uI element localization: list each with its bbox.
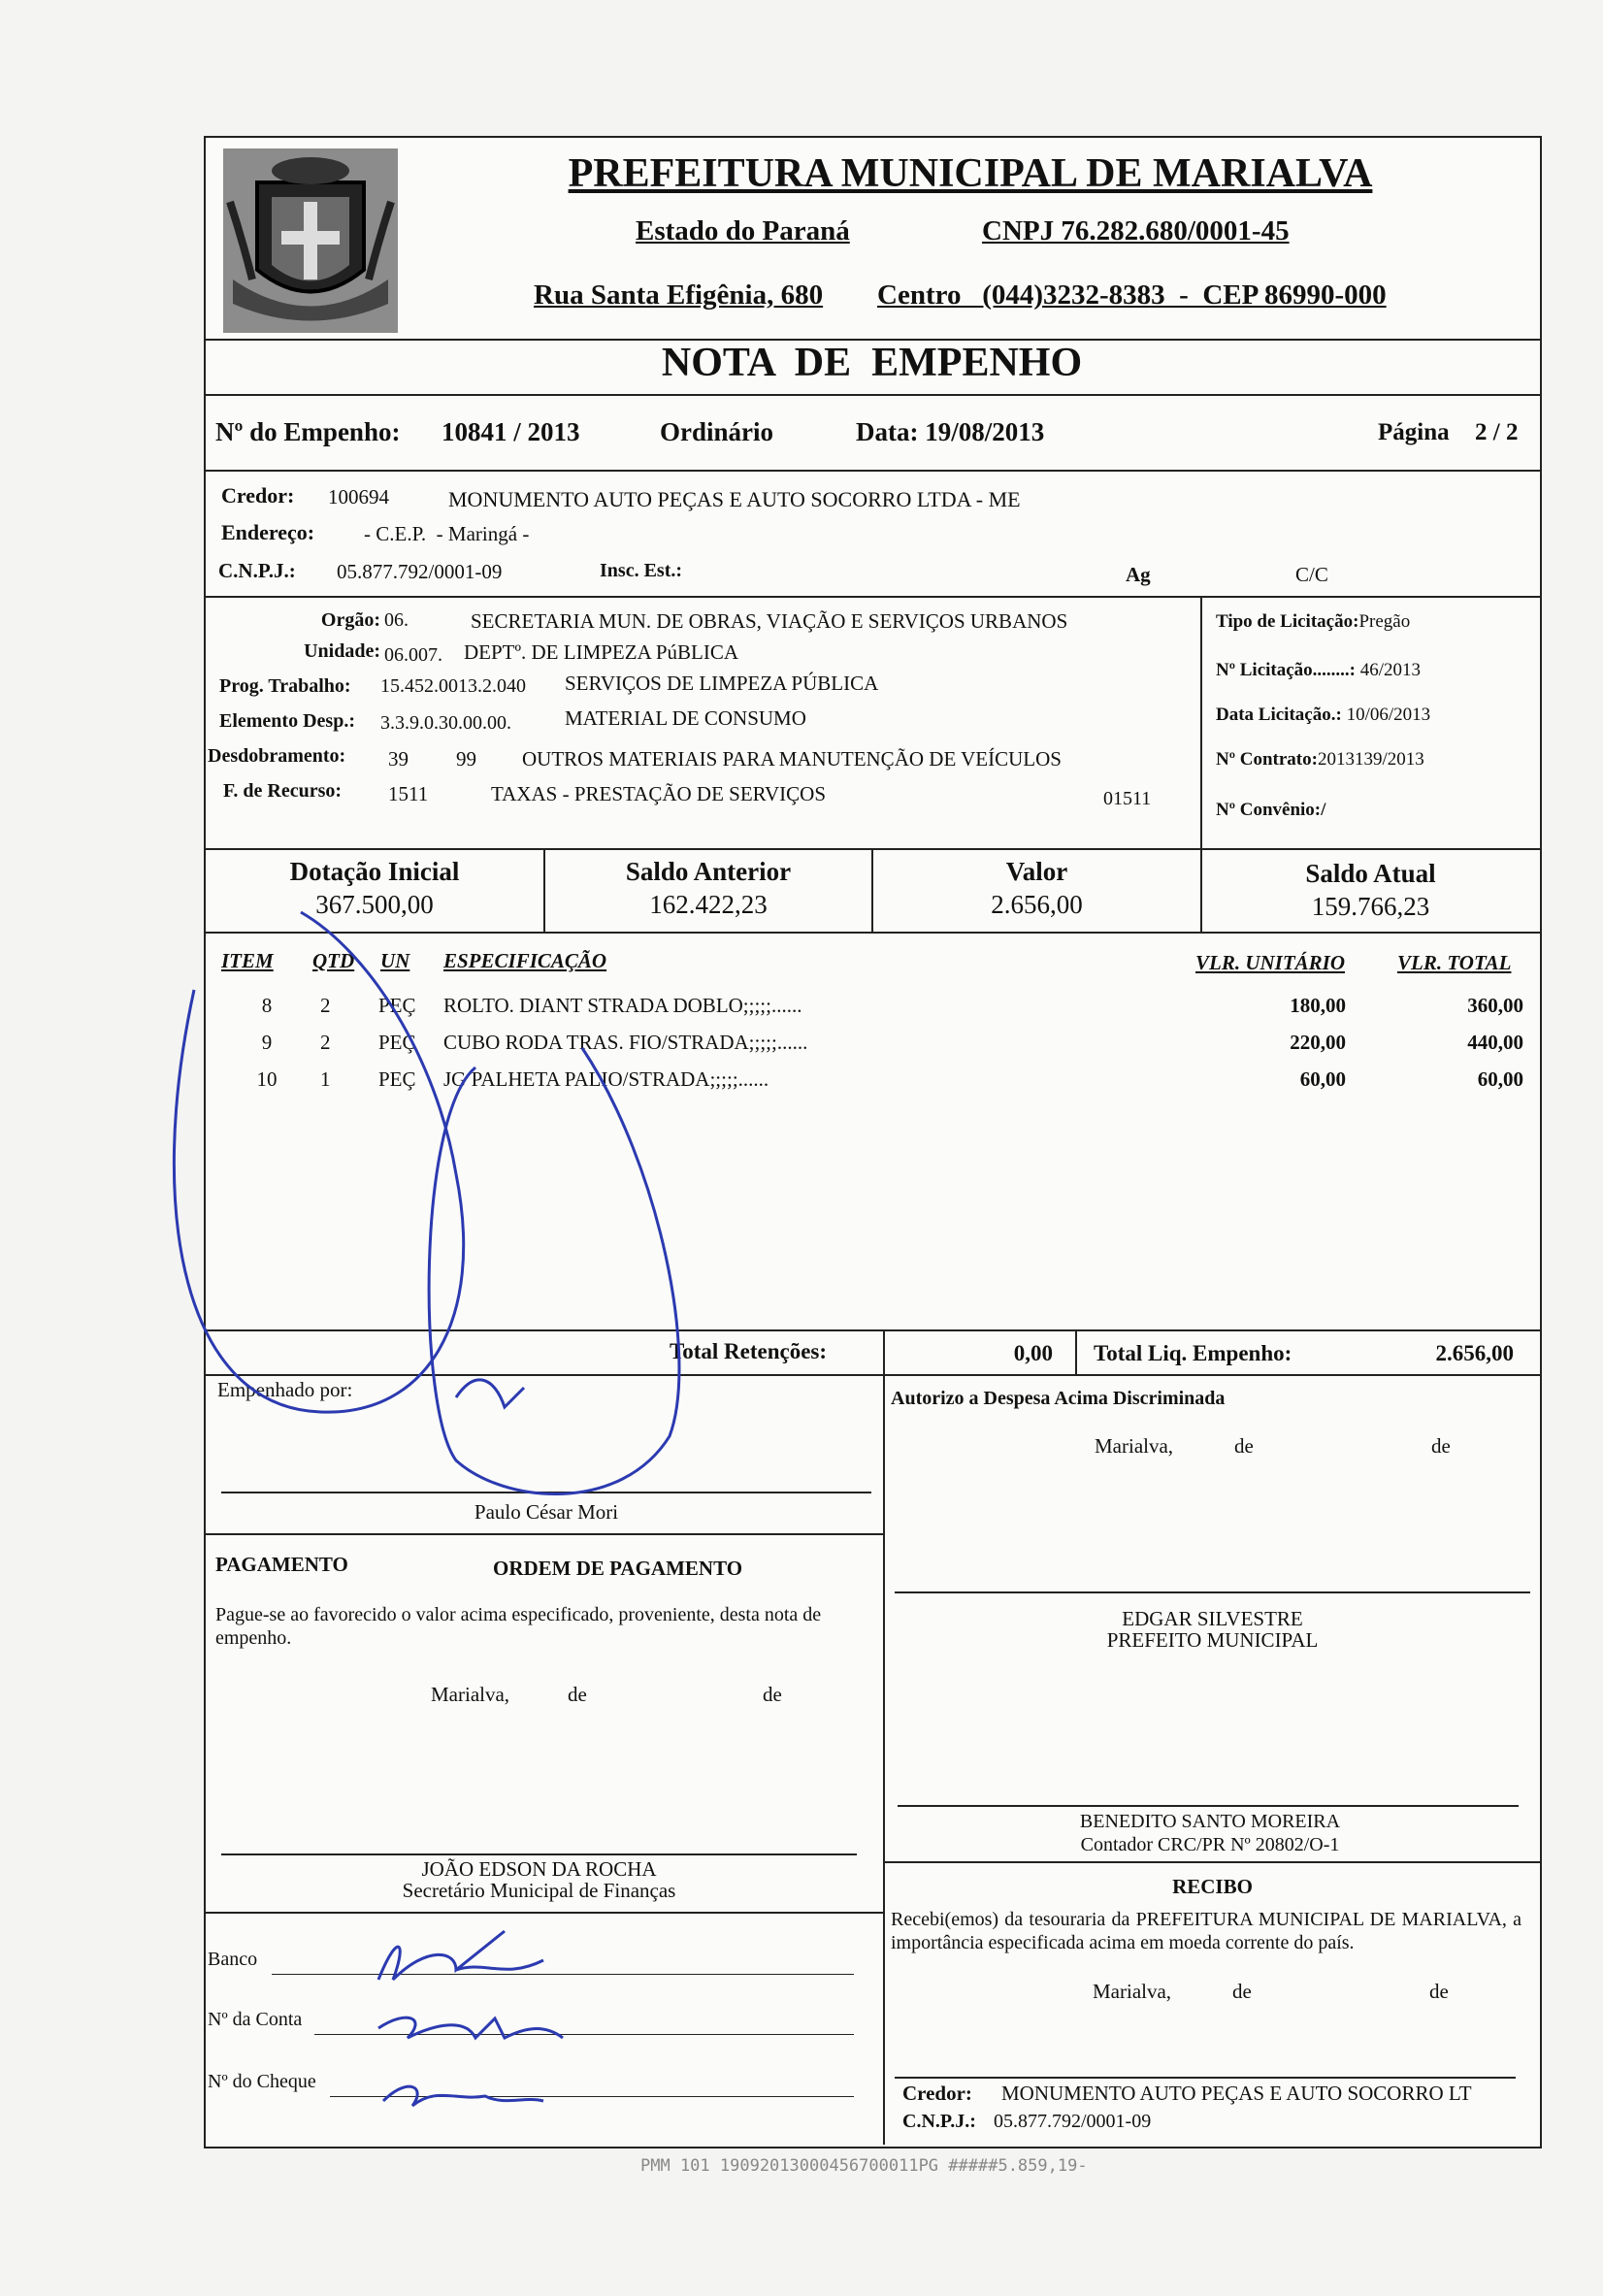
desdobramento-code-2: 99 — [456, 747, 476, 771]
pagamento-place: Marialva, — [431, 1683, 510, 1706]
saldo-anterior-value: 162.422,23 — [649, 890, 768, 919]
address-label: Endereço: — [221, 520, 315, 544]
table-row: 10 1 PEÇ JG PALHETA PALIO/STRADA;;;;;...... 60,00 60,00 — [256, 1067, 1523, 1091]
recurso-label: F. de Recurso: — [223, 780, 343, 802]
pagamento-text: Pague-se ao favorecido o valor acima especificado, proveniente, desta nota de empenho. — [215, 1604, 822, 1649]
valor-label: Valor — [1005, 857, 1068, 886]
page-number: 2 / 2 — [1475, 419, 1519, 445]
cnpj-header: CNPJ 76.282.680/0001-45 — [982, 215, 1290, 246]
ag-label: Ag — [1126, 563, 1151, 586]
orgao-name: SECRETARIA MUN. DE OBRAS, VIAÇÃO E SERVIÇOS URBANOS — [471, 609, 1068, 633]
valor-value: 2.656,00 — [991, 890, 1083, 919]
state-name: Estado do Paraná — [636, 215, 850, 246]
col-un: UN — [380, 949, 410, 972]
recibo-credor-name: MONUMENTO AUTO PEÇAS E AUTO SOCORRO LT — [1001, 2082, 1472, 2105]
insc-est-label: Insc. Est.: — [600, 560, 683, 581]
prog-trabalho-name: SERVIÇOS DE LIMPEZA PÚBLICA — [565, 672, 879, 695]
empenhado-label: Empenhado por: — [217, 1378, 353, 1401]
autorizo-de-2: de — [1431, 1434, 1451, 1458]
total-retencoes-label: Total Retenções: — [670, 1339, 828, 1363]
desdobramento-label: Desdobramento: — [208, 745, 346, 767]
machine-stamp: PMM 101 19092013000456700011PG #####5.859,19- — [640, 2156, 1088, 2176]
recibo-de-2: de — [1429, 1980, 1449, 2003]
dotacao-value: 367.500,00 — [315, 890, 434, 919]
recibo-cnpj-label: C.N.P.J.: — [902, 2111, 976, 2132]
table-row: 8 2 PEÇ ROLTO. DIANT STRADA DOBLO;;;;;...... 180,00 360,00 — [261, 994, 1523, 1017]
coat-of-arms-logo — [218, 144, 403, 338]
col-item: ITEM — [221, 949, 274, 972]
col-especificacao: ESPECIFICAÇÃO — [443, 949, 607, 972]
total-liq-label: Total Liq. Empenho: — [1094, 1341, 1292, 1365]
conta-label: Nº da Conta — [208, 2009, 303, 2030]
numero-contrato: Nº Contrato:2013139/2013 — [1216, 749, 1424, 770]
credor-address: - C.E.P. - Maringá - — [364, 522, 530, 545]
prefeito-role: PREFEITO MUNICIPAL — [1106, 1628, 1319, 1652]
pagamento-de-1: de — [568, 1683, 587, 1706]
cnpj-label: C.N.P.J.: — [218, 559, 296, 582]
contador-role: Contador CRC/PR Nº 20802/O-1 — [1080, 1834, 1340, 1855]
numero-convenio: Nº Convênio:/ — [1216, 800, 1326, 820]
total-retencoes-value: 0,00 — [1013, 1341, 1053, 1365]
dotacao-label: Dotação Inicial — [289, 857, 460, 886]
desdobramento-name: OUTROS MATERIAIS PARA MANUTENÇÃO DE VEÍCULOS — [522, 747, 1062, 771]
empenhado-signer: Paulo César Mori — [474, 1500, 619, 1524]
recibo-text: Recebi(emos) da tesouraria da PREFEITURA MUNICIPAL DE MARIALVA, a importância especificada acima em moeda corrente do país. — [891, 1909, 1521, 1953]
orgao-label: Orgão: — [320, 609, 380, 631]
autorizo-text: Autorizo a Despesa Acima Discriminada — [891, 1388, 1226, 1409]
secretario-role: Secretário Municipal de Finanças — [402, 1879, 676, 1902]
unidade-name: DEPTº. DE LIMPEZA PúBLICA — [464, 640, 739, 664]
autorizo-place: Marialva, — [1095, 1434, 1174, 1458]
col-vlr-total: VLR. TOTAL — [1397, 951, 1512, 974]
empenho-number: 10841 / 2013 — [442, 417, 580, 446]
prog-trabalho-code: 15.452.0013.2.040 — [380, 675, 526, 697]
empenho-type: Ordinário — [660, 417, 774, 446]
saldo-atual-label: Saldo Atual — [1305, 859, 1436, 888]
empenho-number-label: Nº do Empenho: — [215, 417, 401, 446]
empenho-date: Data: 19/08/2013 — [856, 417, 1045, 446]
items-table-body — [213, 994, 1523, 1110]
contador-name: BENEDITO SANTO MOREIRA — [1079, 1811, 1341, 1832]
elemento-label: Elemento Desp.: — [219, 710, 355, 732]
recurso-code: 1511 — [388, 782, 429, 805]
unidade-code: 06.007. — [384, 644, 442, 666]
prefeito-name: EDGAR SILVESTRE — [1122, 1607, 1303, 1630]
saldo-anterior-label: Saldo Anterior — [625, 857, 792, 886]
page-label: Página — [1378, 419, 1450, 445]
saldo-atual-value: 159.766,23 — [1311, 892, 1430, 921]
unidade-label: Unidade: — [304, 640, 380, 662]
prog-trabalho-label: Prog. Trabalho: — [219, 675, 351, 697]
ordem-pagamento-label: ORDEM DE PAGAMENTO — [493, 1557, 743, 1580]
recibo-de-1: de — [1232, 1980, 1252, 2003]
tipo-licitacao: Tipo de Licitação:Pregão — [1216, 611, 1411, 632]
recibo-title: RECIBO — [1172, 1875, 1253, 1898]
cc-label: C/C — [1295, 563, 1328, 586]
recurso-code-2: 01511 — [1103, 788, 1152, 809]
credor-cnpj: 05.877.792/0001-09 — [337, 560, 503, 583]
numero-licitacao: Nº Licitação........: 46/2013 — [1216, 660, 1422, 680]
contact-info: Centro (044)3232-8383 - CEP 86990-000 — [877, 279, 1387, 311]
credor-name: MONUMENTO AUTO PEÇAS E AUTO SOCORRO LTDA - ME — [448, 487, 1021, 511]
total-liq-value: 2.656,00 — [1435, 1341, 1514, 1365]
recibo-cnpj: 05.877.792/0001-09 — [994, 2111, 1152, 2132]
banco-label: Banco — [208, 1949, 258, 1970]
elemento-code: 3.3.9.0.30.00.00. — [380, 712, 511, 734]
col-vlr-unitario: VLR. UNITÁRIO — [1195, 951, 1346, 974]
col-qtd: QTD — [312, 949, 355, 972]
pagamento-de-2: de — [763, 1683, 782, 1706]
doc-title: NOTA DE EMPENHO — [661, 341, 1083, 385]
secretario-name: JOÃO EDSON DA ROCHA — [421, 1857, 657, 1881]
cheque-label: Nº do Cheque — [208, 2071, 316, 2092]
credor-code: 100694 — [328, 485, 389, 508]
street-address: Rua Santa Efigênia, 680 — [534, 279, 824, 311]
recibo-place: Marialva, — [1093, 1980, 1172, 2003]
desdobramento-code-1: 39 — [388, 747, 409, 771]
recurso-name: TAXAS - PRESTAÇÃO DE SERVIÇOS — [491, 782, 826, 805]
autorizo-de-1: de — [1234, 1434, 1254, 1458]
elemento-name: MATERIAL DE CONSUMO — [565, 706, 806, 730]
credor-label: Credor: — [221, 483, 295, 508]
prefeitura-title: PREFEITURA MUNICIPAL DE MARIALVA — [568, 151, 1373, 196]
data-licitacao: Data Licitação.: 10/06/2013 — [1216, 705, 1431, 725]
table-row: 9 2 PEÇ CUBO RODA TRAS. FIO/STRADA;;;;;...... 220,00 440,00 — [261, 1031, 1523, 1054]
recibo-credor-label: Credor: — [902, 2082, 972, 2105]
orgao-code: 06. — [384, 609, 409, 631]
pagamento-label: PAGAMENTO — [215, 1553, 348, 1576]
